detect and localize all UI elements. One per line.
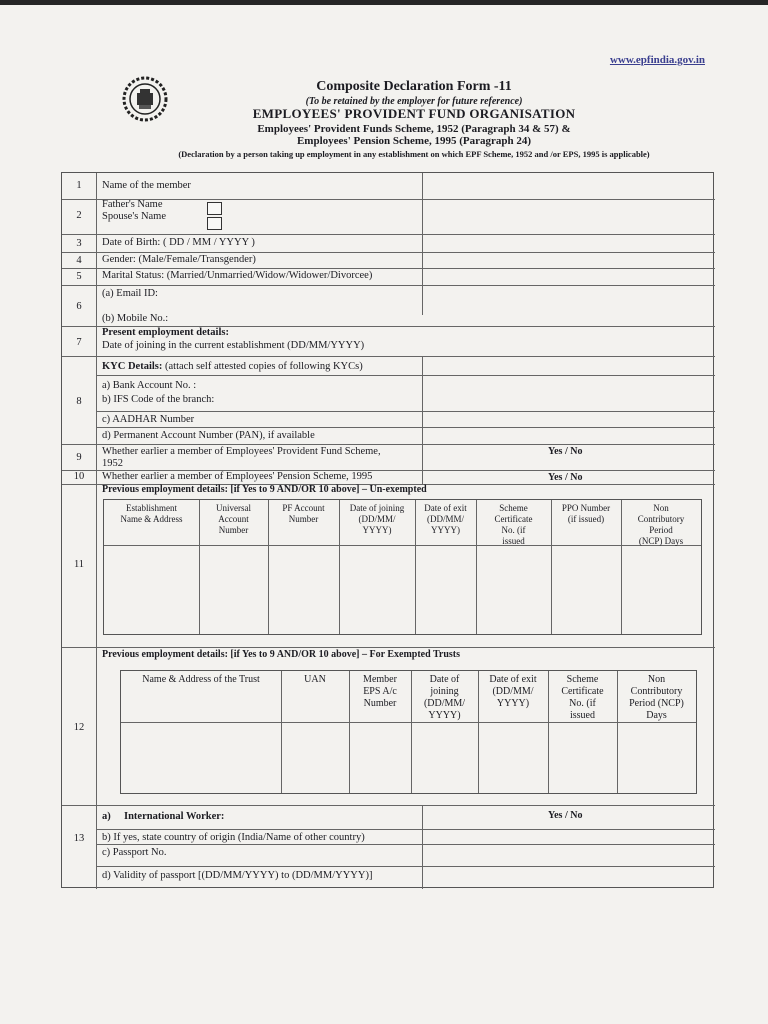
kyc-details-title: KYC Details: [102, 361, 163, 372]
row-divider [96, 829, 715, 830]
top-scan-border [0, 0, 768, 5]
bank-account-label: a) Bank Account No. : [102, 380, 197, 391]
row-divider [96, 375, 715, 376]
row-divider [62, 356, 715, 357]
marital-status-label: Marital Status: (Married/Unmarried/Widow/Widower/Divorcee) [102, 270, 373, 281]
row-number: 1 [76, 180, 82, 191]
row-divider [62, 444, 715, 445]
pan-label: d) Permanent Account Number (PAN), if available [102, 430, 315, 441]
kyc-details-note: (attach self attested copies of following KYCs) [162, 361, 363, 372]
declaration-note: (Declaration by a person taking up employment in any establishment on which EPF Scheme, 1952 and /or EPS, 1995 is applicable) [178, 149, 650, 159]
subtable-header-divider [121, 722, 696, 723]
subtable-header-divider [104, 545, 701, 546]
fathers-name-label: Father's Name [102, 199, 163, 210]
international-worker-answer[interactable]: Yes / No [548, 810, 583, 821]
date-of-birth-label: Date of Birth: ( DD / MM / YYYY ) [102, 237, 255, 248]
col-ncp-days: Non Contributory Period (NCP) Days [637, 503, 685, 546]
row-number: 6 [76, 301, 82, 312]
mobile-label: (b) Mobile No.: [102, 313, 169, 324]
row-divider [62, 268, 715, 269]
col-eps-account: Member EPS A/c Number [363, 674, 397, 709]
col-uan: Universal Account Number [216, 503, 251, 535]
member-name-label: Name of the member [102, 180, 191, 191]
row-divider [62, 285, 715, 286]
epf-member-question-line1: Whether earlier a member of Employees' Provident Fund Scheme, [102, 446, 381, 457]
row-divider [96, 866, 715, 867]
date-of-joining-label: Date of joining in the current establishment (DD/MM/YYYY) [102, 340, 365, 351]
row-number: 2 [76, 210, 82, 221]
email-label: (a) Email ID: [102, 288, 158, 299]
col-scheme-certificate: Scheme Certificate No. (if issued [494, 503, 533, 546]
international-worker-prefix: a) [102, 811, 111, 822]
col-trust-name-address: Name & Address of the Trust [142, 674, 260, 685]
present-employment-title: Present employment details: [102, 327, 229, 338]
aadhar-label: c) AADHAR Number [102, 414, 195, 425]
exempted-trusts-title: Previous employment details: [if Yes to 9 AND/OR 10 above] – For Exempted Trusts [102, 649, 461, 660]
epf-member-answer[interactable]: Yes / No [548, 446, 583, 457]
gender-label: Gender: (Male/Female/Transgender) [102, 254, 256, 265]
row-divider [62, 805, 715, 806]
unexempted-employment-title: Previous employment details: [if Yes to 9 AND/OR 10 above] – Un-exempted [102, 484, 427, 495]
col-date-exit: Date of exit (DD/MM/ YYYY) [424, 503, 467, 535]
value-column-divider-bottom [422, 805, 423, 889]
row-number: 10 [73, 471, 85, 482]
col-date-joining: Date of joining (DD/MM/ YYYY) [423, 674, 466, 721]
row-divider [62, 647, 715, 648]
eps-member-question: Whether earlier a member of Employees' Pension Scheme, 1995 [102, 471, 373, 482]
spouses-name-label: Spouse's Name [102, 211, 167, 222]
row-number: 9 [76, 452, 82, 463]
col-date-joining: Date of joining (DD/MM/ YYYY) [349, 503, 405, 535]
row-number: 7 [76, 337, 82, 348]
website-link[interactable]: www.epfindia.gov.in [609, 54, 705, 66]
scheme-line-1: Employees' Provident Funds Scheme, 1952 (Paragraph 34 & 57) & [257, 123, 571, 135]
row-number: 11 [73, 559, 85, 570]
passport-number-label: c) Passport No. [102, 847, 167, 858]
epf-member-question-line2: 1952 [102, 458, 123, 469]
col-establishment: Establishment Name & Address [120, 503, 183, 524]
eps-member-answer[interactable]: Yes / No [548, 472, 583, 483]
fathers-name-checkbox[interactable] [207, 202, 222, 215]
col-pf-account: PF Account Number [282, 503, 325, 524]
row-number: 13 [73, 833, 85, 844]
col-date-exit: Date of exit (DD/MM/ YYYY) [489, 674, 537, 709]
subtable-column-divider [281, 671, 282, 793]
row-divider [96, 427, 715, 428]
row-divider [96, 411, 715, 412]
ifs-code-label: b) IFS Code of the branch: [102, 394, 215, 405]
row-number: 8 [76, 396, 82, 407]
col-ncp-days: Non Contributory Period (NCP) Days [629, 674, 684, 721]
value-column-divider-top [422, 173, 423, 315]
scheme-line-2: Employees' Pension Scheme, 1995 (Paragraph 24) [296, 135, 532, 147]
row-number: 4 [76, 255, 82, 266]
col-ppo-number: PPO Number (if issued) [561, 503, 611, 524]
spouses-name-checkbox[interactable] [207, 217, 222, 230]
kyc-details-heading [102, 361, 363, 373]
form-subtitle: (To be retained by the employer for future reference) [305, 96, 523, 107]
form-title: Composite Declaration Form -11 [316, 79, 512, 94]
organisation-name: EMPLOYEES' PROVIDENT FUND ORGANISATION [252, 106, 576, 121]
row-divider [62, 252, 715, 253]
international-worker-label: International Worker: [124, 811, 225, 822]
row-number: 12 [73, 722, 85, 733]
country-of-origin-label: b) If yes, state country of origin (India/Name of other country) [102, 832, 365, 843]
passport-validity-label: d) Validity of passport [(DD/MM/YYYY) to (DD/MM/YYYY)] [102, 870, 373, 881]
row-number: 5 [76, 271, 82, 282]
declaration-form-table [61, 172, 714, 888]
unexempted-employment-table [103, 499, 702, 635]
number-column-divider [96, 173, 97, 889]
row-divider [62, 234, 715, 235]
exempted-trusts-table [120, 670, 697, 794]
row-divider [96, 844, 715, 845]
col-scheme-certificate: Scheme Certificate No. (if issued [561, 674, 604, 721]
row-number: 3 [76, 238, 82, 249]
col-uan: UAN [304, 674, 326, 685]
